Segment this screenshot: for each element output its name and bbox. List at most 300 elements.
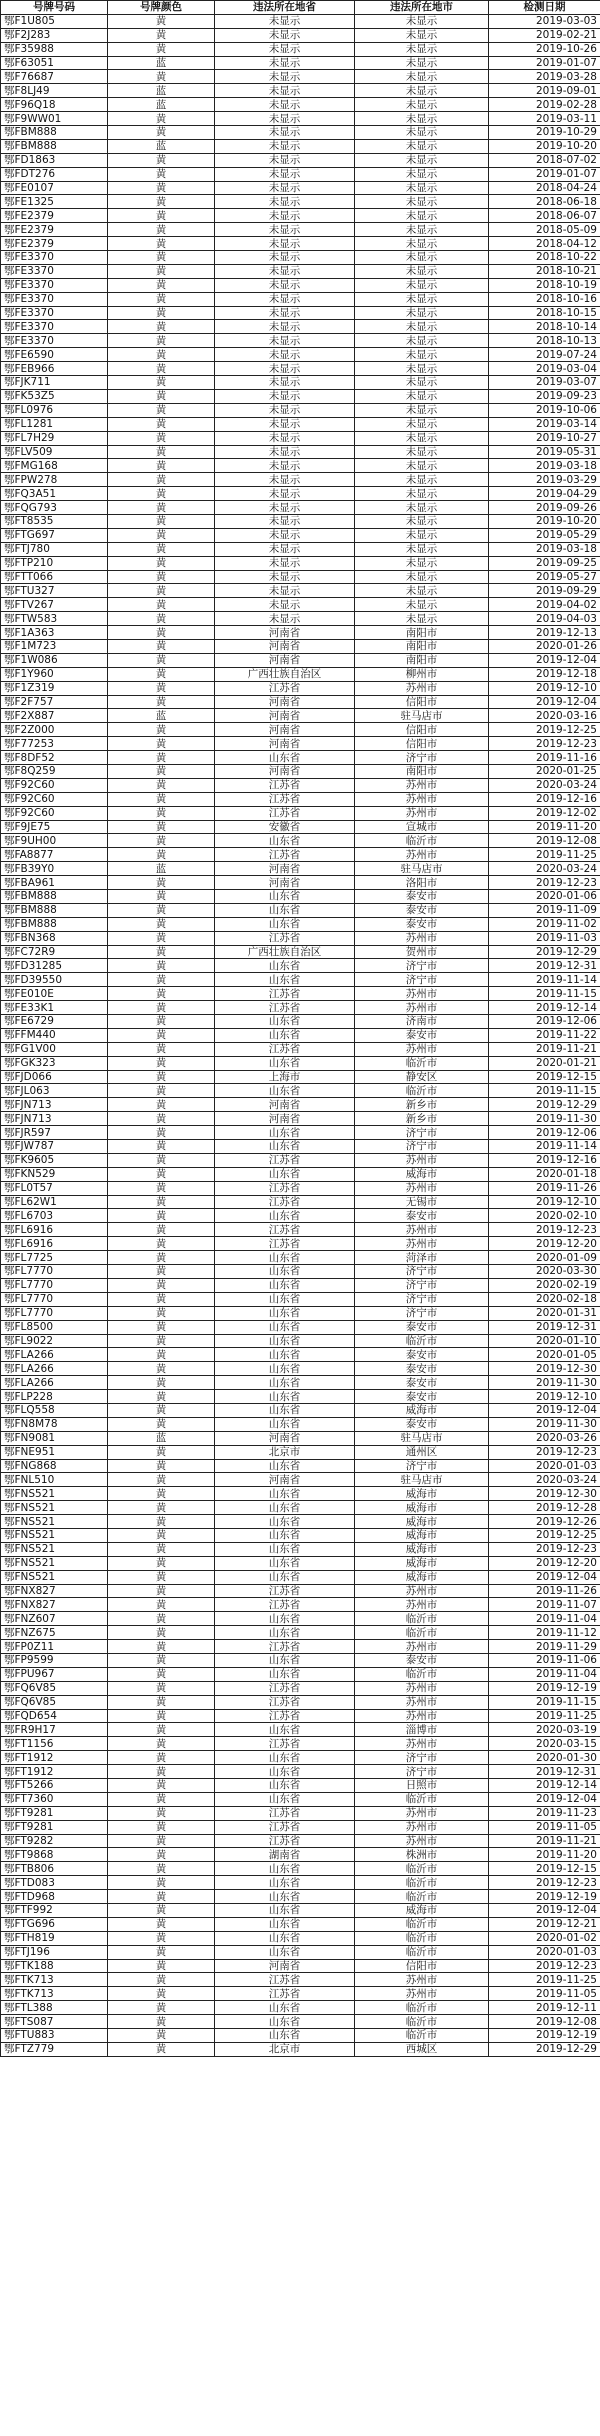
province-cell: 山东省 <box>215 1792 355 1806</box>
plate-number-cell: 鄂FLV509 <box>1 445 108 459</box>
city-cell: 济宁市 <box>355 1459 489 1473</box>
plate-number-cell: 鄂FL7770 <box>1 1278 108 1292</box>
table-row <box>1 1403 600 1417</box>
date-cell: 2019-11-07 <box>489 1598 600 1612</box>
date-cell: 2019-11-30 <box>489 1376 600 1390</box>
table-row <box>1 1417 600 1431</box>
table-row <box>1 1862 600 1876</box>
plate-number-cell: 鄂FT9281 <box>1 1806 108 1820</box>
plate-number-cell: 鄂FQD654 <box>1 1709 108 1723</box>
date-cell: 2019-12-31 <box>489 1320 600 1334</box>
plate-color-cell: 黄 <box>108 1542 215 1556</box>
table-row <box>1 320 600 334</box>
plate-color-cell: 黄 <box>108 792 215 806</box>
province-cell: 山东省 <box>215 1056 355 1070</box>
table-row <box>1 751 600 765</box>
date-cell: 2019-12-16 <box>489 1153 600 1167</box>
city-cell: 威海市 <box>355 1167 489 1181</box>
city-cell: 临沂市 <box>355 1334 489 1348</box>
province-cell: 河南省 <box>215 764 355 778</box>
date-cell: 2020-01-30 <box>489 1751 600 1765</box>
city-cell: 苏州市 <box>355 1806 489 1820</box>
plate-color-cell: 黄 <box>108 681 215 695</box>
city-cell: 未显示 <box>355 167 489 181</box>
province-cell: 未显示 <box>215 334 355 348</box>
table-row <box>1 264 600 278</box>
plate-color-cell: 黄 <box>108 612 215 626</box>
city-cell: 未显示 <box>355 126 489 140</box>
date-cell: 2019-12-16 <box>489 792 600 806</box>
plate-color-cell: 黄 <box>108 1195 215 1209</box>
plate-color-cell: 蓝 <box>108 1431 215 1445</box>
plate-number-cell: 鄂F96Q18 <box>1 98 108 112</box>
plate-number-cell: 鄂F63051 <box>1 56 108 70</box>
plate-color-cell: 黄 <box>108 598 215 612</box>
province-cell: 河南省 <box>215 1959 355 1973</box>
province-cell: 江苏省 <box>215 778 355 792</box>
plate-color-cell: 黄 <box>108 126 215 140</box>
plate-number-cell: 鄂F1U805 <box>1 14 108 28</box>
province-cell: 河南省 <box>215 876 355 890</box>
province-cell: 未显示 <box>215 195 355 209</box>
city-cell: 济南市 <box>355 1015 489 1029</box>
table-row <box>1 1362 600 1376</box>
city-cell: 未显示 <box>355 84 489 98</box>
plate-color-cell: 黄 <box>108 1848 215 1862</box>
plate-color-cell: 黄 <box>108 42 215 56</box>
province-cell: 未显示 <box>215 584 355 598</box>
plate-color-cell: 黄 <box>108 376 215 390</box>
table-row <box>1 278 600 292</box>
table-row <box>1 737 600 751</box>
plate-color-cell: 黄 <box>108 1834 215 1848</box>
table-row <box>1 1945 600 1959</box>
date-cell: 2019-12-06 <box>489 1126 600 1140</box>
plate-color-cell: 黄 <box>108 1001 215 1015</box>
plate-color-cell: 黄 <box>108 1362 215 1376</box>
plate-color-cell: 黄 <box>108 1723 215 1737</box>
table-row <box>1 2001 600 2015</box>
province-cell: 山东省 <box>215 890 355 904</box>
province-cell: 江苏省 <box>215 1223 355 1237</box>
province-cell: 江苏省 <box>215 1820 355 1834</box>
date-cell: 2018-10-14 <box>489 320 600 334</box>
table-row <box>1 848 600 862</box>
date-cell: 2019-03-04 <box>489 362 600 376</box>
table-row <box>1 1709 600 1723</box>
city-cell: 临沂市 <box>355 1876 489 1890</box>
table-row <box>1 778 600 792</box>
plate-number-cell: 鄂FL7H29 <box>1 431 108 445</box>
table-row <box>1 514 600 528</box>
table-row <box>1 667 600 681</box>
date-cell: 2019-12-15 <box>489 1862 600 1876</box>
plate-color-cell: 蓝 <box>108 56 215 70</box>
city-cell: 临沂市 <box>355 1931 489 1945</box>
date-cell: 2019-12-29 <box>489 1098 600 1112</box>
plate-number-cell: 鄂FTK713 <box>1 1987 108 2001</box>
date-cell: 2019-11-12 <box>489 1626 600 1640</box>
city-cell: 泰安市 <box>355 1320 489 1334</box>
date-cell: 2018-10-22 <box>489 251 600 265</box>
date-cell: 2019-12-08 <box>489 834 600 848</box>
city-cell: 苏州市 <box>355 1584 489 1598</box>
table-row <box>1 1181 600 1195</box>
date-cell: 2020-02-18 <box>489 1292 600 1306</box>
date-cell: 2019-11-30 <box>489 1112 600 1126</box>
date-cell: 2020-03-24 <box>489 778 600 792</box>
table-row <box>1 195 600 209</box>
city-cell: 威海市 <box>355 1542 489 1556</box>
date-cell: 2019-01-07 <box>489 56 600 70</box>
province-cell: 湖南省 <box>215 1848 355 1862</box>
plate-number-cell: 鄂FE3370 <box>1 278 108 292</box>
province-cell: 山东省 <box>215 1487 355 1501</box>
plate-number-cell: 鄂FNZ675 <box>1 1626 108 1640</box>
city-cell: 未显示 <box>355 237 489 251</box>
plate-number-cell: 鄂FNL510 <box>1 1473 108 1487</box>
province-cell: 山东省 <box>215 1028 355 1042</box>
province-cell: 山东省 <box>215 1917 355 1931</box>
province-cell: 江苏省 <box>215 681 355 695</box>
plate-color-cell: 黄 <box>108 1751 215 1765</box>
city-cell: 泰安市 <box>355 1417 489 1431</box>
city-cell: 威海市 <box>355 1570 489 1584</box>
province-cell: 未显示 <box>215 459 355 473</box>
province-cell: 山东省 <box>215 1765 355 1779</box>
city-cell: 未显示 <box>355 306 489 320</box>
date-cell: 2020-02-10 <box>489 1209 600 1223</box>
date-cell: 2019-12-23 <box>489 1223 600 1237</box>
table-row <box>1 1431 600 1445</box>
table-row <box>1 598 600 612</box>
date-cell: 2019-12-10 <box>489 681 600 695</box>
plate-number-cell: 鄂FL0976 <box>1 403 108 417</box>
table-row <box>1 389 600 403</box>
province-cell: 山东省 <box>215 1876 355 1890</box>
date-cell: 2019-10-06 <box>489 403 600 417</box>
province-cell: 江苏省 <box>215 1737 355 1751</box>
city-cell: 信阳市 <box>355 1959 489 1973</box>
province-cell: 山东省 <box>215 1348 355 1362</box>
city-cell: 未显示 <box>355 459 489 473</box>
plate-color-cell: 黄 <box>108 1876 215 1890</box>
city-cell: 威海市 <box>355 1403 489 1417</box>
plate-number-cell: 鄂FP9599 <box>1 1653 108 1667</box>
plate-color-cell: 黄 <box>108 723 215 737</box>
city-cell: 苏州市 <box>355 1223 489 1237</box>
plate-color-cell: 黄 <box>108 264 215 278</box>
province-cell: 未显示 <box>215 473 355 487</box>
plate-number-cell: 鄂FNS521 <box>1 1501 108 1515</box>
date-cell: 2020-02-19 <box>489 1278 600 1292</box>
plate-color-cell: 黄 <box>108 1570 215 1584</box>
table-row <box>1 1779 600 1793</box>
plate-color-cell: 黄 <box>108 987 215 1001</box>
date-cell: 2019-04-03 <box>489 612 600 626</box>
city-cell: 苏州市 <box>355 1681 489 1695</box>
table-row <box>1 1473 600 1487</box>
plate-color-cell: 黄 <box>108 1987 215 2001</box>
plate-color-cell: 黄 <box>108 1390 215 1404</box>
city-cell: 贺州市 <box>355 945 489 959</box>
plate-number-cell: 鄂F2Z000 <box>1 723 108 737</box>
plate-color-cell: 黄 <box>108 1153 215 1167</box>
plate-color-cell: 黄 <box>108 445 215 459</box>
province-cell: 山东省 <box>215 1570 355 1584</box>
header-violation-city: 违法所在地市 <box>355 1 489 15</box>
province-cell: 山东省 <box>215 1306 355 1320</box>
table-row <box>1 1320 600 1334</box>
plate-number-cell: 鄂F35988 <box>1 42 108 56</box>
date-cell: 2020-01-06 <box>489 890 600 904</box>
date-cell: 2019-09-23 <box>489 389 600 403</box>
date-cell: 2020-01-09 <box>489 1251 600 1265</box>
plate-color-cell: 黄 <box>108 1473 215 1487</box>
plate-number-cell: 鄂FJN713 <box>1 1112 108 1126</box>
table-row <box>1 1681 600 1695</box>
province-cell: 未显示 <box>215 376 355 390</box>
plate-color-cell: 黄 <box>108 1056 215 1070</box>
plate-color-cell: 黄 <box>108 1223 215 1237</box>
table-row <box>1 459 600 473</box>
date-cell: 2019-12-23 <box>489 1542 600 1556</box>
plate-color-cell: 黄 <box>108 1959 215 1973</box>
city-cell: 泰安市 <box>355 1390 489 1404</box>
table-row <box>1 1556 600 1570</box>
province-cell: 山东省 <box>215 1653 355 1667</box>
province-cell: 未显示 <box>215 209 355 223</box>
province-cell: 江苏省 <box>215 1237 355 1251</box>
province-cell: 山东省 <box>215 1945 355 1959</box>
plate-number-cell: 鄂FNS521 <box>1 1556 108 1570</box>
plate-number-cell: 鄂FJR597 <box>1 1126 108 1140</box>
city-cell: 苏州市 <box>355 1737 489 1751</box>
table-row <box>1 1112 600 1126</box>
city-cell: 未显示 <box>355 153 489 167</box>
date-cell: 2019-05-29 <box>489 528 600 542</box>
province-cell: 未显示 <box>215 556 355 570</box>
plate-number-cell: 鄂FNE951 <box>1 1445 108 1459</box>
province-cell: 山东省 <box>215 1084 355 1098</box>
table-row <box>1 917 600 931</box>
province-cell: 未显示 <box>215 28 355 42</box>
plate-color-cell: 黄 <box>108 1084 215 1098</box>
date-cell: 2019-11-15 <box>489 1695 600 1709</box>
province-cell: 江苏省 <box>215 931 355 945</box>
plate-number-cell: 鄂FFM440 <box>1 1028 108 1042</box>
table-row <box>1 501 600 515</box>
plate-color-cell: 黄 <box>108 806 215 820</box>
city-cell: 泰安市 <box>355 1653 489 1667</box>
table-row <box>1 1917 600 1931</box>
table-row <box>1 542 600 556</box>
plate-color-cell: 黄 <box>108 917 215 931</box>
table-row <box>1 1987 600 2001</box>
province-cell: 未显示 <box>215 70 355 84</box>
plate-number-cell: 鄂FL6916 <box>1 1223 108 1237</box>
date-cell: 2020-03-19 <box>489 1723 600 1737</box>
plate-number-cell: 鄂FB39Y0 <box>1 862 108 876</box>
table-row <box>1 1695 600 1709</box>
city-cell: 未显示 <box>355 334 489 348</box>
plate-color-cell: 黄 <box>108 1015 215 1029</box>
province-cell: 山东省 <box>215 2015 355 2029</box>
plate-number-cell: 鄂FBM888 <box>1 126 108 140</box>
province-cell: 山东省 <box>215 751 355 765</box>
plate-color-cell: 黄 <box>108 1806 215 1820</box>
plate-number-cell: 鄂FL6916 <box>1 1237 108 1251</box>
date-cell: 2018-05-09 <box>489 223 600 237</box>
date-cell: 2018-04-12 <box>489 237 600 251</box>
table-row <box>1 1223 600 1237</box>
province-cell: 山东省 <box>215 2029 355 2043</box>
date-cell: 2018-10-16 <box>489 292 600 306</box>
plate-number-cell: 鄂FLA266 <box>1 1362 108 1376</box>
date-cell: 2019-03-28 <box>489 70 600 84</box>
province-cell: 山东省 <box>215 1612 355 1626</box>
province-cell: 江苏省 <box>215 1806 355 1820</box>
city-cell: 未显示 <box>355 320 489 334</box>
city-cell: 未显示 <box>355 598 489 612</box>
plate-number-cell: 鄂FJK711 <box>1 376 108 390</box>
table-row <box>1 653 600 667</box>
date-cell: 2019-11-05 <box>489 1820 600 1834</box>
plate-number-cell: 鄂FBM888 <box>1 903 108 917</box>
city-cell: 威海市 <box>355 1528 489 1542</box>
city-cell: 未显示 <box>355 473 489 487</box>
date-cell: 2020-03-16 <box>489 709 600 723</box>
plate-number-cell: 鄂FT1156 <box>1 1737 108 1751</box>
plate-color-cell: 蓝 <box>108 84 215 98</box>
plate-color-cell: 黄 <box>108 1126 215 1140</box>
plate-color-cell: 黄 <box>108 1459 215 1473</box>
plate-number-cell: 鄂FTK188 <box>1 1959 108 1973</box>
plate-number-cell: 鄂FR9H17 <box>1 1723 108 1737</box>
plate-number-cell: 鄂FTD968 <box>1 1890 108 1904</box>
plate-number-cell: 鄂FTD083 <box>1 1876 108 1890</box>
province-cell: 山东省 <box>215 1278 355 1292</box>
plate-color-cell: 黄 <box>108 931 215 945</box>
plate-number-cell: 鄂F92C60 <box>1 778 108 792</box>
city-cell: 未显示 <box>355 417 489 431</box>
province-cell: 山东省 <box>215 1862 355 1876</box>
table-row <box>1 1015 600 1029</box>
plate-color-cell: 黄 <box>108 570 215 584</box>
plate-number-cell: 鄂FBN368 <box>1 931 108 945</box>
table-row <box>1 1390 600 1404</box>
city-cell: 苏州市 <box>355 1640 489 1654</box>
plate-color-cell: 黄 <box>108 1681 215 1695</box>
plate-color-cell: 黄 <box>108 1348 215 1362</box>
table-header-row <box>1 1 600 15</box>
plate-color-cell: 黄 <box>108 348 215 362</box>
date-cell: 2019-07-24 <box>489 348 600 362</box>
table-row <box>1 1765 600 1779</box>
table-row <box>1 292 600 306</box>
date-cell: 2019-03-14 <box>489 417 600 431</box>
table-row <box>1 1542 600 1556</box>
plate-color-cell: 黄 <box>108 2001 215 2015</box>
date-cell: 2020-01-05 <box>489 1348 600 1362</box>
date-cell: 2019-12-04 <box>489 653 600 667</box>
plate-number-cell: 鄂FC72R9 <box>1 945 108 959</box>
table-row <box>1 834 600 848</box>
province-cell: 山东省 <box>215 1890 355 1904</box>
table-row <box>1 1334 600 1348</box>
plate-color-cell: 黄 <box>108 417 215 431</box>
table-row <box>1 431 600 445</box>
table-row <box>1 1806 600 1820</box>
city-cell: 未显示 <box>355 487 489 501</box>
plate-number-cell: 鄂FPW278 <box>1 473 108 487</box>
city-cell: 苏州市 <box>355 1834 489 1848</box>
plate-color-cell: 黄 <box>108 528 215 542</box>
date-cell: 2019-11-29 <box>489 1640 600 1654</box>
province-cell: 未显示 <box>215 153 355 167</box>
date-cell: 2019-11-26 <box>489 1584 600 1598</box>
table-row <box>1 1195 600 1209</box>
city-cell: 泰安市 <box>355 890 489 904</box>
city-cell: 未显示 <box>355 28 489 42</box>
plate-color-cell: 黄 <box>108 1820 215 1834</box>
table-row <box>1 820 600 834</box>
city-cell: 临沂市 <box>355 1626 489 1640</box>
province-cell: 未显示 <box>215 139 355 153</box>
plate-number-cell: 鄂FBA961 <box>1 876 108 890</box>
plate-number-cell: 鄂FLA266 <box>1 1376 108 1390</box>
plate-color-cell: 黄 <box>108 973 215 987</box>
plate-color-cell: 黄 <box>108 848 215 862</box>
date-cell: 2019-11-26 <box>489 1181 600 1195</box>
date-cell: 2020-01-21 <box>489 1056 600 1070</box>
table-row <box>1 987 600 1001</box>
table-row <box>1 1084 600 1098</box>
date-cell: 2018-10-15 <box>489 306 600 320</box>
table-row <box>1 1501 600 1515</box>
city-cell: 苏州市 <box>355 1695 489 1709</box>
date-cell: 2019-11-20 <box>489 820 600 834</box>
province-cell: 未显示 <box>215 278 355 292</box>
date-cell: 2019-10-20 <box>489 139 600 153</box>
table-row <box>1 1723 600 1737</box>
plate-color-cell: 黄 <box>108 695 215 709</box>
province-cell: 未显示 <box>215 251 355 265</box>
province-cell: 江苏省 <box>215 1195 355 1209</box>
plate-number-cell: 鄂FTZ779 <box>1 2042 108 2056</box>
plate-number-cell: 鄂FTG697 <box>1 528 108 542</box>
plate-color-cell: 蓝 <box>108 709 215 723</box>
table-row <box>1 2042 600 2056</box>
plate-color-cell: 黄 <box>108 1237 215 1251</box>
city-cell: 苏州市 <box>355 1598 489 1612</box>
plate-color-cell: 黄 <box>108 487 215 501</box>
plate-color-cell: 黄 <box>108 237 215 251</box>
table-row <box>1 1487 600 1501</box>
plate-number-cell: 鄂FE010E <box>1 987 108 1001</box>
plate-color-cell: 黄 <box>108 778 215 792</box>
table-row <box>1 1278 600 1292</box>
city-cell: 西城区 <box>355 2042 489 2056</box>
province-cell: 未显示 <box>215 431 355 445</box>
city-cell: 泰安市 <box>355 1028 489 1042</box>
plate-color-cell: 黄 <box>108 653 215 667</box>
date-cell: 2019-10-27 <box>489 431 600 445</box>
table-row <box>1 959 600 973</box>
plate-number-cell: 鄂F9UH00 <box>1 834 108 848</box>
table-row <box>1 376 600 390</box>
table-row <box>1 1584 600 1598</box>
